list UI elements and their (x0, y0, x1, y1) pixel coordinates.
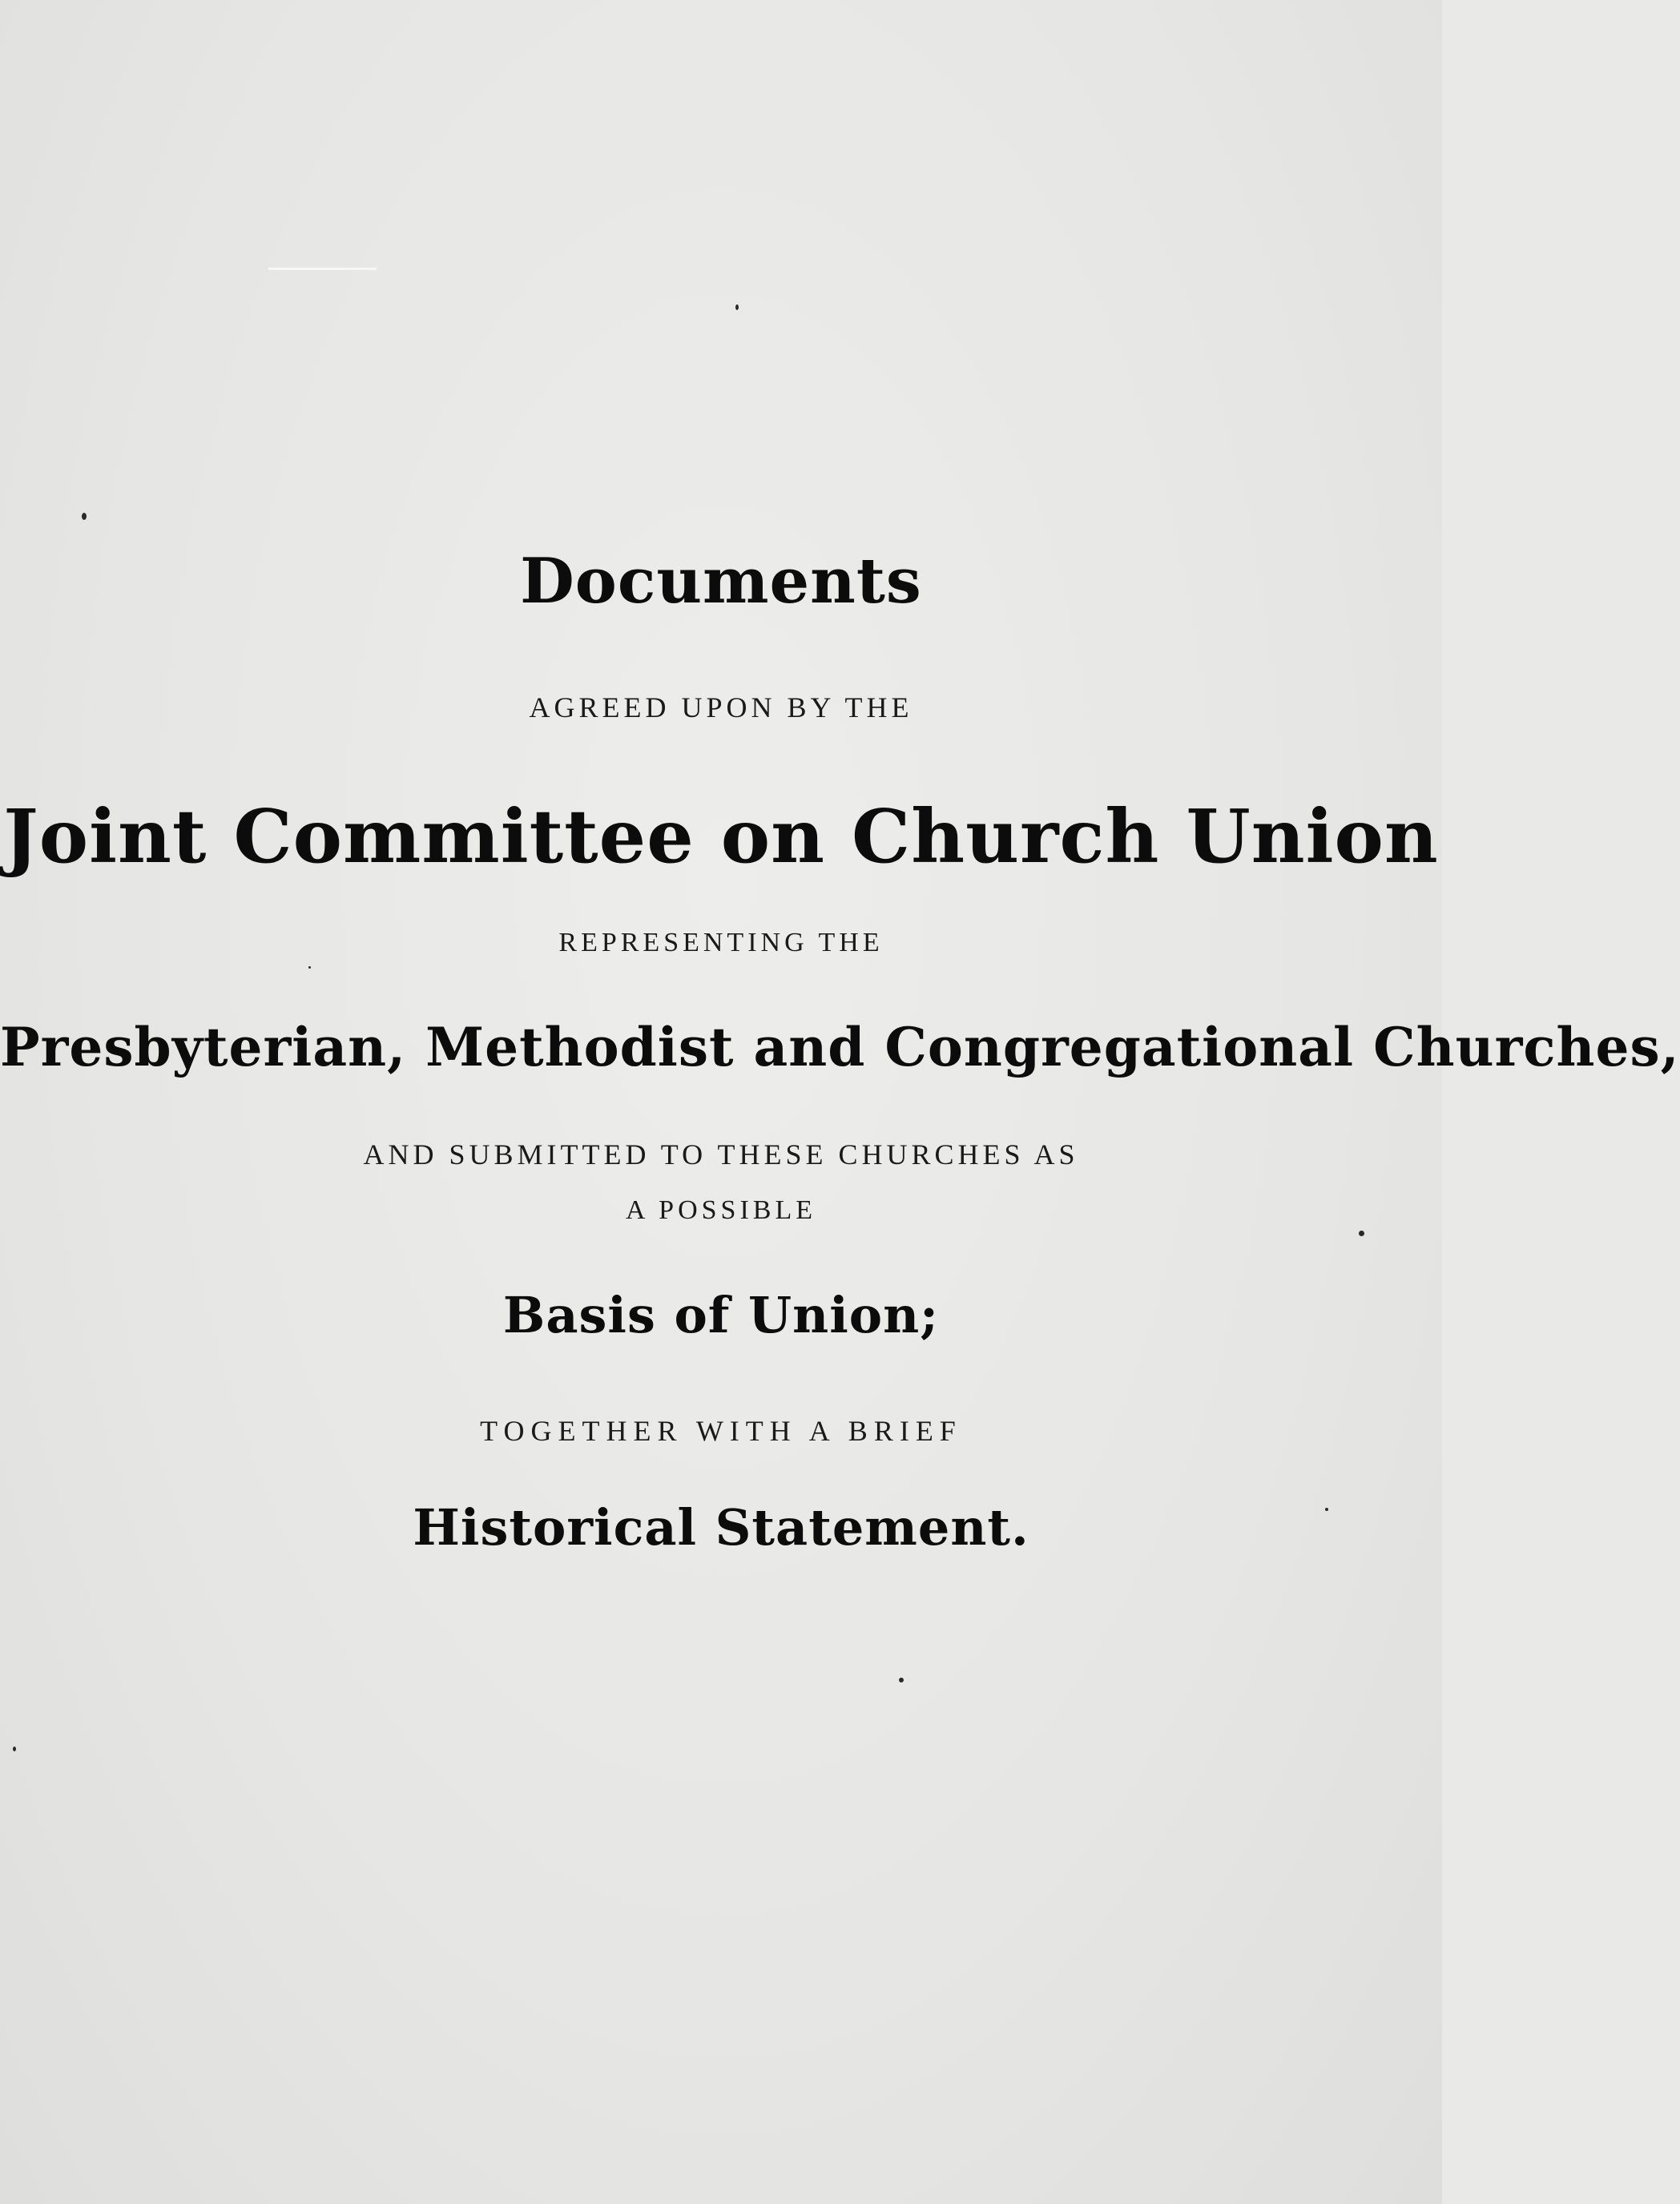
paper-speck (1359, 1231, 1364, 1236)
paper-speck (13, 1747, 16, 1751)
committee-name: Joint Committee on Church Union (3, 793, 1439, 880)
churches-line: Presbyterian, Methodist and Congregational Churches, (0, 1016, 1680, 1078)
agreed-line: AGREED UPON BY THE (529, 691, 913, 723)
paper-speck (735, 304, 739, 310)
paper-speck (899, 1678, 904, 1682)
document-title: Documents (520, 545, 922, 618)
paper-speck (308, 966, 311, 969)
paper-speck (82, 513, 87, 520)
possible-line: A POSSIBLE (626, 1195, 816, 1225)
paper-mark (268, 268, 377, 270)
representing-line: REPRESENTING THE (558, 928, 884, 957)
basis-line: Basis of Union; (502, 1286, 940, 1344)
submitted-line: AND SUBMITTED TO THESE CHURCHES AS (363, 1138, 1079, 1170)
together-line: TOGETHER WITH A BRIEF (480, 1415, 962, 1447)
historical-line: Historical Statement. (413, 1498, 1029, 1557)
